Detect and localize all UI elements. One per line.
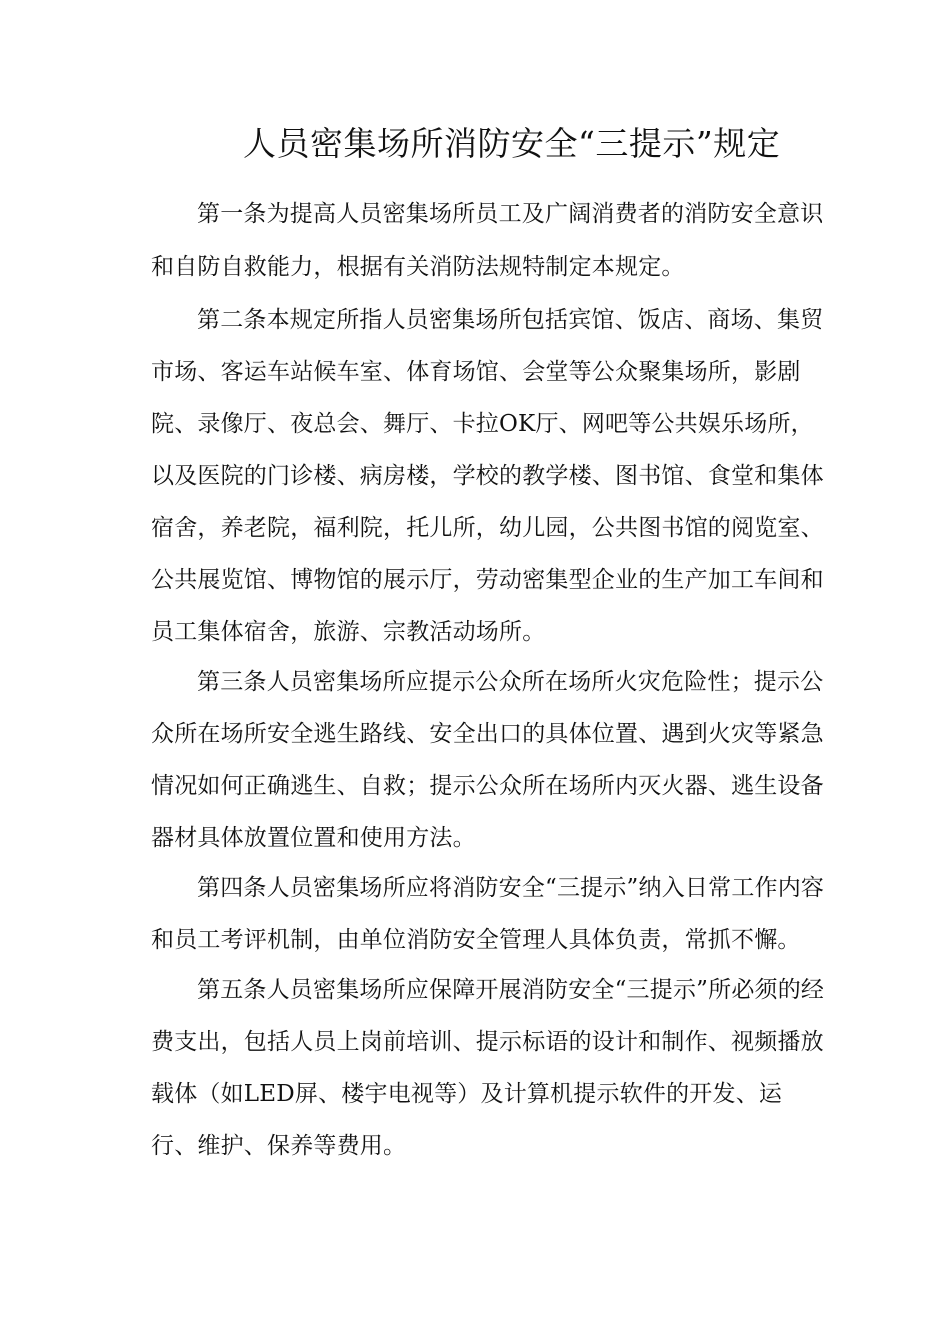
article-1-line-1: 第一条为提高人员密集场所员工及广阔消费者的消防安全意识: [197, 201, 824, 227]
article-5-line-2: 费支出，包括人员上岗前培训、提示标语的设计和制作、视频播放: [151, 1029, 824, 1055]
article-3-line-1: 第三条人员密集场所应提示公众所在场所火灾危险性；提示公: [197, 669, 824, 695]
article-3-line-2: 众所在场所安全逃生路线、安全出口的具体位置、遇到火灾等紧急: [151, 721, 824, 747]
article-2-line-2: 市场、客运车站候车室、体育场馆、会堂等公众聚集场所，影剧: [151, 359, 801, 385]
article-2-line-1: 第二条本规定所指人员密集场所包括宾馆、饭店、商场、集贸: [197, 307, 824, 333]
article-5-line-4: 行、维护、保养等费用。: [151, 1133, 407, 1159]
article-5-line-1: 第五条人员密集场所应保障开展消防安全“三提示”所必须的经: [197, 977, 825, 1003]
document-title: 人员密集场所消防安全“三提示”规定: [243, 124, 781, 163]
article-2-line-5: 宿舍，养老院，福利院，托儿所，幼儿园，公共图书馆的阅览室、: [151, 515, 824, 541]
article-5-line-3: 载体（如LED屏、楼宇电视等）及计算机提示软件的开发、运: [151, 1081, 783, 1107]
article-2-line-3: 院、录像厅、夜总会、舞厅、卡拉OK厅、网吧等公共娱乐场所，: [151, 411, 814, 437]
article-3-line-4: 器材具体放置位置和使用方法。: [151, 825, 476, 851]
article-2-line-4: 以及医院的门诊楼、病房楼，学校的教学楼、图书馆、食堂和集体: [151, 463, 824, 489]
article-4-line-1: 第四条人员密集场所应将消防安全“三提示”纳入日常工作内容: [197, 875, 825, 901]
article-2-line-6: 公共展览馆、博物馆的展示厅，劳动密集型企业的生产加工车间和: [151, 567, 824, 593]
article-1-line-2: 和自防自救能力，根据有关消防法规特制定本规定。: [151, 254, 685, 280]
article-2-line-7: 员工集体宿舍，旅游、宗教活动场所。: [151, 619, 546, 645]
article-4-line-2: 和员工考评机制，由单位消防安全管理人具体负责，常抓不懈。: [151, 927, 801, 953]
article-3-line-3: 情况如何正确逃生、自救；提示公众所在场所内灭火器、逃生设备: [151, 773, 824, 799]
